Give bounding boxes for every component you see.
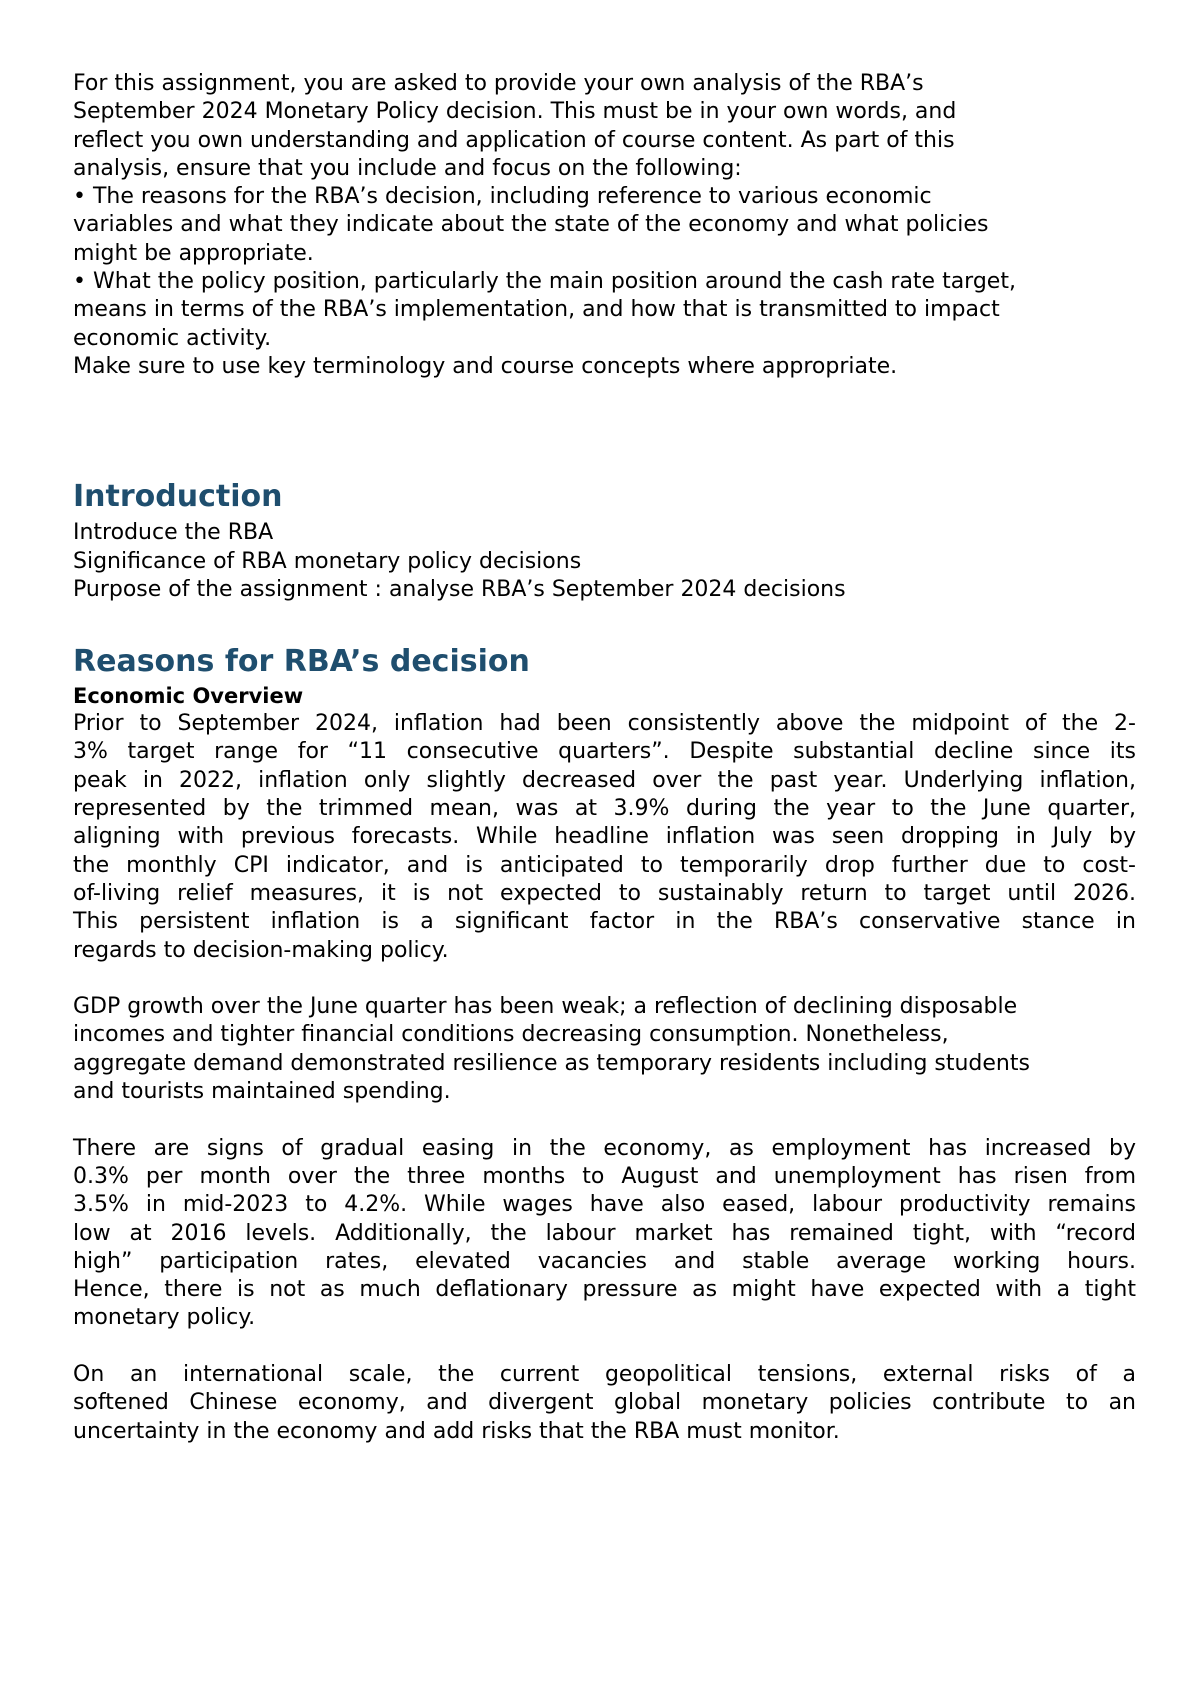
paragraph-international [73, 1361, 1136, 1446]
paragraph-line: 0.3% per month over the three months to August and unemployment has risen from [73, 1163, 1136, 1189]
paragraph-line: Hence, there is not as much deflationary pressure as might have expected with a tight [73, 1277, 1136, 1303]
reasons-heading: Reasons for RBA’s decision [73, 644, 530, 680]
instructions-line: reflect you own understanding and application of course content. As part of this [73, 127, 955, 153]
paragraph-line: high” participation rates, elevated vacancies and stable average working hours. [73, 1248, 1136, 1274]
instructions-line: means in terms of the RBA’s implementation, and how that is transmitted to impact [73, 297, 1000, 323]
paragraph-line: regards to decision-making policy. [73, 937, 449, 963]
paragraph-line: the monthly CPI indicator, and is anticipated to temporarily drop further due to cost- [73, 852, 1136, 878]
reasons-section [73, 642, 1136, 1446]
economic-overview-subheading: Economic Overview [73, 684, 304, 709]
instructions-line: For this assignment, you are asked to provide your own analysis of the RBA’s [73, 71, 924, 96]
paragraph-line: of-living relief measures, it is not expected to sustainably return to target until 2026. [73, 880, 1136, 906]
introduction-line: Purpose of the assignment : analyse RBA’s September 2024 decisions [73, 576, 846, 602]
paragraph-line: aligning with previous forecasts. While headline inflation was seen dropping in July by [73, 824, 1136, 850]
paragraph-line: uncertainty in the economy and add risks that the RBA must monitor. [73, 1418, 840, 1444]
instructions-line: September 2024 Monetary Policy decision. This must be in your own words, and [73, 99, 957, 125]
instructions-line: economic activity. [73, 325, 272, 351]
introduction-section [73, 477, 1136, 604]
instructions-bullet: • What the policy position, particularly the main position around the cash rate target, [73, 269, 1016, 295]
paragraph-line: represented by the trimmed mean, was at 3.9% during the year to the June quarter, [73, 796, 1136, 822]
paragraph-line: and tourists maintained spending. [73, 1079, 451, 1105]
paragraph-line: 3.5% in mid-2023 to 4.2%. While wages have also eased, labour productivity remains [73, 1192, 1136, 1218]
paragraph-line: On an international scale, the current geopolitical tensions, external risks of a [73, 1361, 1136, 1387]
paragraph-inflation [73, 710, 1136, 965]
assignment-instructions [73, 70, 1136, 381]
paragraph-gdp [73, 993, 1136, 1106]
paragraph-line: GDP growth over the June quarter has been weak; a reflection of declining disposable [73, 994, 1018, 1020]
document-page [73, 70, 1136, 1446]
introduction-line: Significance of RBA monetary policy decisions [73, 548, 582, 574]
paragraph-line: aggregate demand demonstrated resilience as temporary residents including students [73, 1050, 1030, 1076]
instructions-line: might be appropriate. [73, 240, 314, 266]
instructions-line: analysis, ensure that you include and focus on the following: [73, 155, 742, 181]
instructions-bullet: • The reasons for the RBA’s decision, including reference to various economic [73, 184, 932, 210]
paragraph-line: low at 2016 levels. Additionally, the labour market has remained tight, with “record [73, 1220, 1136, 1246]
instructions-line: variables and what they indicate about the state of the economy and what policies [73, 212, 989, 238]
paragraph-labour-market [73, 1135, 1136, 1333]
paragraph-line: This persistent inflation is a significant factor in the RBA’s conservative stance in [73, 909, 1136, 935]
paragraph-line: Prior to September 2024, inflation had been consistently above the midpoint of the 2- [73, 711, 1136, 737]
paragraph-line: softened Chinese economy, and divergent global monetary policies contribute to an [73, 1390, 1136, 1416]
paragraph-line: There are signs of gradual easing in the economy, as employment has increased by [73, 1135, 1136, 1161]
paragraph-line: monetary policy. [73, 1305, 256, 1331]
introduction-line: Introduce the RBA [73, 520, 274, 546]
introduction-heading: Introduction [73, 479, 283, 515]
paragraph-line: 3% target range for “11 consecutive quarters”. Despite substantial decline since its [73, 739, 1136, 765]
paragraph-line: incomes and tighter financial conditions decreasing consumption. Nonetheless, [73, 1022, 949, 1048]
paragraph-line: peak in 2022, inflation only slightly decreased over the past year. Underlying inflation, [73, 767, 1136, 793]
instructions-line: Make sure to use key terminology and course concepts where appropriate. [73, 353, 898, 379]
